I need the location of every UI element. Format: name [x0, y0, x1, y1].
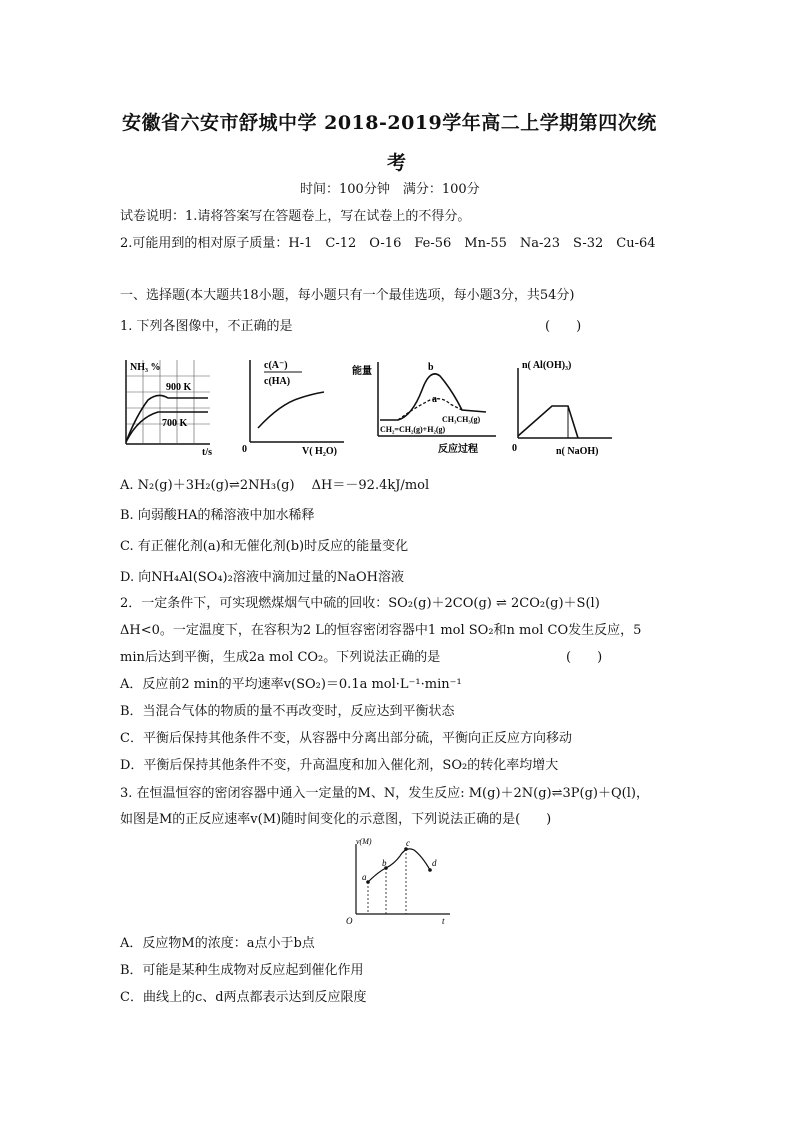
label-c: c: [406, 838, 410, 848]
label-b: b: [382, 858, 387, 868]
q3-option-a: A．反应物M的浓度：a点小于b点: [120, 936, 315, 951]
fig-d-xlabel: n( NaOH): [556, 446, 599, 456]
q1-bracket: ( ): [545, 319, 582, 334]
q2-option-c: C．平衡后保持其他条件不变，从容器中分离出部分硫，平衡向正反应方向移动: [120, 731, 572, 746]
q1-option-b: B. 向弱酸HA的稀溶液中加水稀释: [120, 508, 315, 523]
fig-a-ylabel: NH₃ %: [130, 362, 161, 373]
q1-stem: 1. 下列各图像中，不正确的是: [120, 319, 293, 334]
q1-figure-b: [240, 356, 350, 456]
q1-option-d: D. 向NH₄Al(SO₄)₂溶液中滴加过量的NaOH溶液: [120, 570, 404, 585]
fig-c-label-b: b: [428, 362, 434, 373]
q1-figure-c: [350, 356, 500, 456]
q2-line2: ΔH<0。一定温度下，在容积为2 L的恒容密闭容器中1 mol SO₂和n mol CO发生反应，5: [120, 623, 642, 638]
q3-line1: 3. 在恒温恒容的密闭容器中通入一定量的M、N，发生反应: M(g)＋2N(g)⇌3P(g)＋Q(l)，: [120, 786, 649, 801]
q1-option-a: A. N₂(g)＋3H₂(g)⇌2NH₃(g) ΔH＝－92.4kJ/mol: [120, 478, 430, 493]
fig-d-origin: 0: [512, 443, 517, 454]
instruction-2: 2.可能用到的相对原子质量：H-1 C-12 O-16 Fe-56 Mn-55 Na-23 S-32 Cu-64: [120, 236, 656, 251]
q2-bracket: ( ): [566, 650, 603, 665]
doc-title-line1: 安徽省六安市舒城中学 2018-2019学年高二上学期第四次统: [122, 112, 657, 134]
point-d: [428, 868, 432, 872]
fig-d-ylabel: n( Al(OH)₃): [522, 360, 572, 371]
q3-line2: 如图是M的正反应速率v(M)随时间变化的示意图，下列说法正确的是( ): [120, 812, 552, 827]
fig-a-900k: 900 K: [166, 382, 192, 393]
fig-c-label-a: a: [432, 394, 437, 405]
q3-xlabel: t: [442, 916, 445, 926]
q2-line1: 2．一定条件下，可实现燃煤烟气中硫的回收：SO₂(g)＋2CO(g) ⇌ 2CO₂(g)＋S(l): [120, 596, 600, 611]
curve-ratio: [258, 392, 324, 428]
fig-b-origin: 0: [242, 444, 247, 455]
section-heading: 一、选择题(本大题共18小题，每小题只有一个最佳选项，每小题3分，共54分): [120, 288, 575, 303]
label-a: a: [362, 872, 367, 882]
exam-info: 时间：100分钟 满分：100分: [300, 182, 480, 197]
q2-option-d: D．平衡后保持其他条件不变，升高温度和加入催化剂，SO₂的转化率均增大: [120, 758, 559, 773]
q3-rate-graph: [342, 836, 462, 930]
fig-b-ylabel2: c(HA): [264, 376, 291, 387]
rate-curve: [368, 849, 430, 882]
q1-figure-a: [118, 356, 228, 456]
fig-b-ylabel1: c(A⁻): [264, 360, 288, 371]
fig-b-xlabel: V( H₂O): [302, 446, 337, 456]
instruction-1: 试卷说明：1.请将答案写在答题卷上，写在试卷上的不得分。: [120, 209, 471, 224]
q3-origin: O: [346, 916, 353, 926]
fig-a-700k: 700 K: [162, 418, 188, 429]
q3-option-b: B．可能是某种生成物对反应起到催化作用: [120, 963, 364, 978]
q3-ylabel: v(M): [356, 837, 372, 846]
curve-aloh3: [518, 406, 578, 438]
fig-c-reactant: CH₂=CH₂(g)+H₂(g): [380, 425, 446, 434]
fig-c-ylabel: 能量: [352, 366, 372, 377]
fig-c-product: CH₃CH₃(g): [442, 415, 481, 424]
q1-option-c: C. 有正催化剂(a)和无催化剂(b)时反应的能量变化: [120, 539, 409, 554]
label-d: d: [432, 858, 437, 868]
fig-a-xlabel: t/s: [202, 447, 212, 456]
q2-line3: min后达到平衡，生成2a mol CO₂。下列说法正确的是: [120, 650, 441, 665]
doc-title-line2: 考: [387, 152, 407, 174]
fig-c-xlabel: 反应过程: [438, 444, 478, 455]
q1-figure-d: [508, 356, 623, 456]
q2-option-a: A．反应前2 min的平均速率v(SO₂)＝0.1a mol·L⁻¹·min⁻¹: [120, 677, 462, 692]
q3-option-c: C．曲线上的c、d两点都表示达到反应限度: [120, 990, 367, 1005]
q2-option-b: B．当混合气体的物质的量不再改变时，反应达到平衡状态: [120, 704, 455, 719]
point-a: [366, 880, 370, 884]
